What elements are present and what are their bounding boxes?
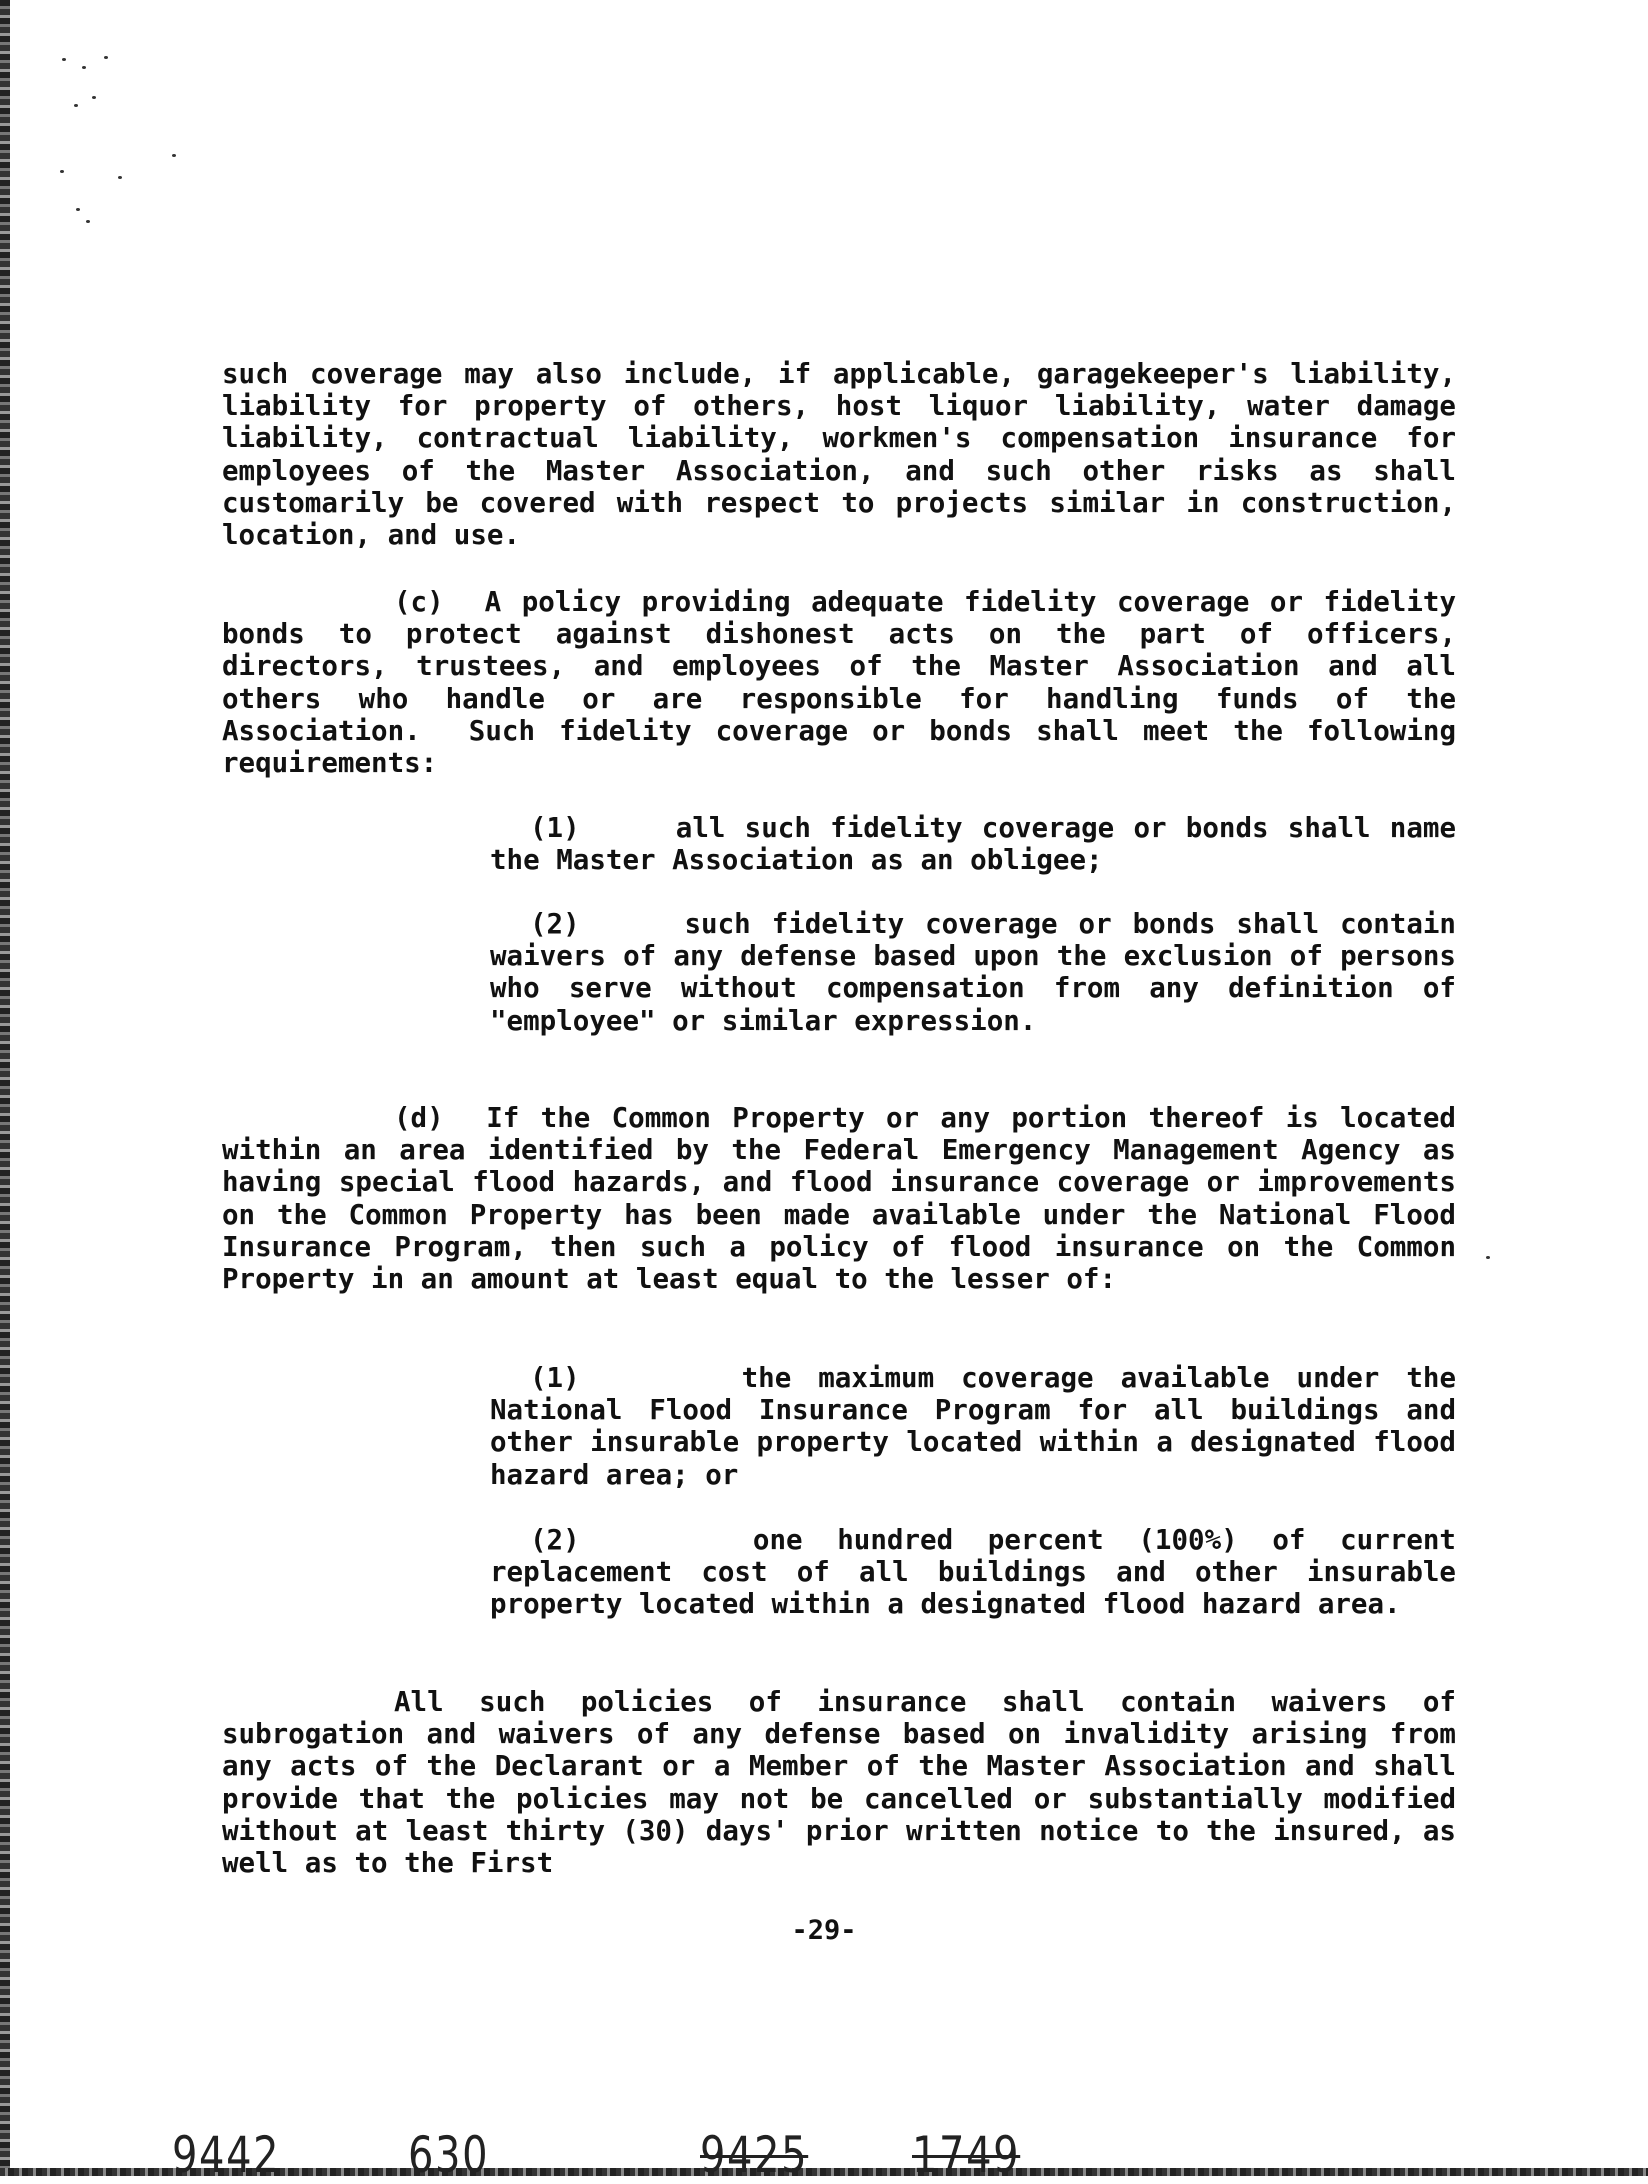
scan-speck [86, 220, 90, 223]
item-c2-text: (2) such fidelity coverage or bonds shall contain waivers of any defense based upon the exclusion of persons who serve without compensation from any definition of "employee" or similar expression. [490, 908, 1473, 1037]
scan-speck [62, 58, 66, 61]
final-text: All such policies of insurance shall contain waivers of subrogation and waivers of any defense based on invalidity arising from any acts of the Declarant or a Member of the Master Association and shall provide that the policies may not be cancelled or substantially modified without at least thirty (30) days' prior written notice to the insured, as well as to the First [222, 1686, 1473, 1880]
item-d2 [490, 1524, 1473, 1621]
scan-speck [172, 154, 176, 157]
doc-number-page: 630 [408, 2126, 490, 2184]
doc-number-struck-page: 1749 [912, 2126, 1021, 2184]
scan-speck [104, 56, 108, 59]
item-d1 [490, 1362, 1473, 1491]
paragraph-c [222, 586, 1473, 780]
section-d-text: (d) If the Common Property or any portion thereof is located within an area identified by the Federal Emergency Management Agency as having special flood hazards, and flood insurance coverage or improvements on the Common Property has been made available under the National Flood Insurance Program, then such a policy of flood insurance on the Common Property in an amount at least equal to the lesser of: [222, 1102, 1473, 1296]
item-d2-text: (2) one hundred percent (100%) of current replacement cost of all buildings and other insurable property located within a designated flood hazard area. [490, 1524, 1473, 1621]
item-d1-text: (1) the maximum coverage available under the National Flood Insurance Program for all buildings and other insurable property located within a designated flood hazard area; or [490, 1362, 1473, 1491]
scan-speck [118, 176, 122, 179]
scan-edge-left [0, 0, 10, 2176]
scan-speck [74, 104, 78, 107]
item-c2 [490, 908, 1473, 1037]
scan-speck [60, 170, 64, 173]
item-c1-text: (1) all such fidelity coverage or bonds shall name the Master Association as an obligee; [490, 812, 1473, 877]
page-number: -29- [791, 1915, 857, 1946]
scan-speck [1486, 1256, 1490, 1259]
section-c-text: (c) A policy providing adequate fidelity coverage or fidelity bonds to protect against dishonest acts on the part of officers, directors, trustees, and employees of the Master Association and all others who handle or are responsible for handling funds of the Association. Such fidelity coverage or bonds shall meet the following requirements: [222, 586, 1473, 780]
scan-speck [82, 66, 86, 69]
scan-speck [76, 208, 80, 211]
item-c1 [490, 812, 1473, 877]
doc-number-book: 9442 [172, 2126, 281, 2184]
paragraph-intro [222, 358, 1473, 552]
intro-text: such coverage may also include, if applicable, garagekeeper's liability, liability for property of others, host liquor liability, water damage liability, contractual liability, workmen's compensation insurance for employees of the Master Association, and such other risks as shall customarily be covered with respect to projects similar in construction, location, and use. [222, 358, 1473, 552]
paragraph-d [222, 1102, 1473, 1296]
scan-speck [92, 96, 96, 99]
doc-number-struck-book: 9425 [700, 2126, 809, 2184]
paragraph-final [222, 1686, 1473, 1880]
